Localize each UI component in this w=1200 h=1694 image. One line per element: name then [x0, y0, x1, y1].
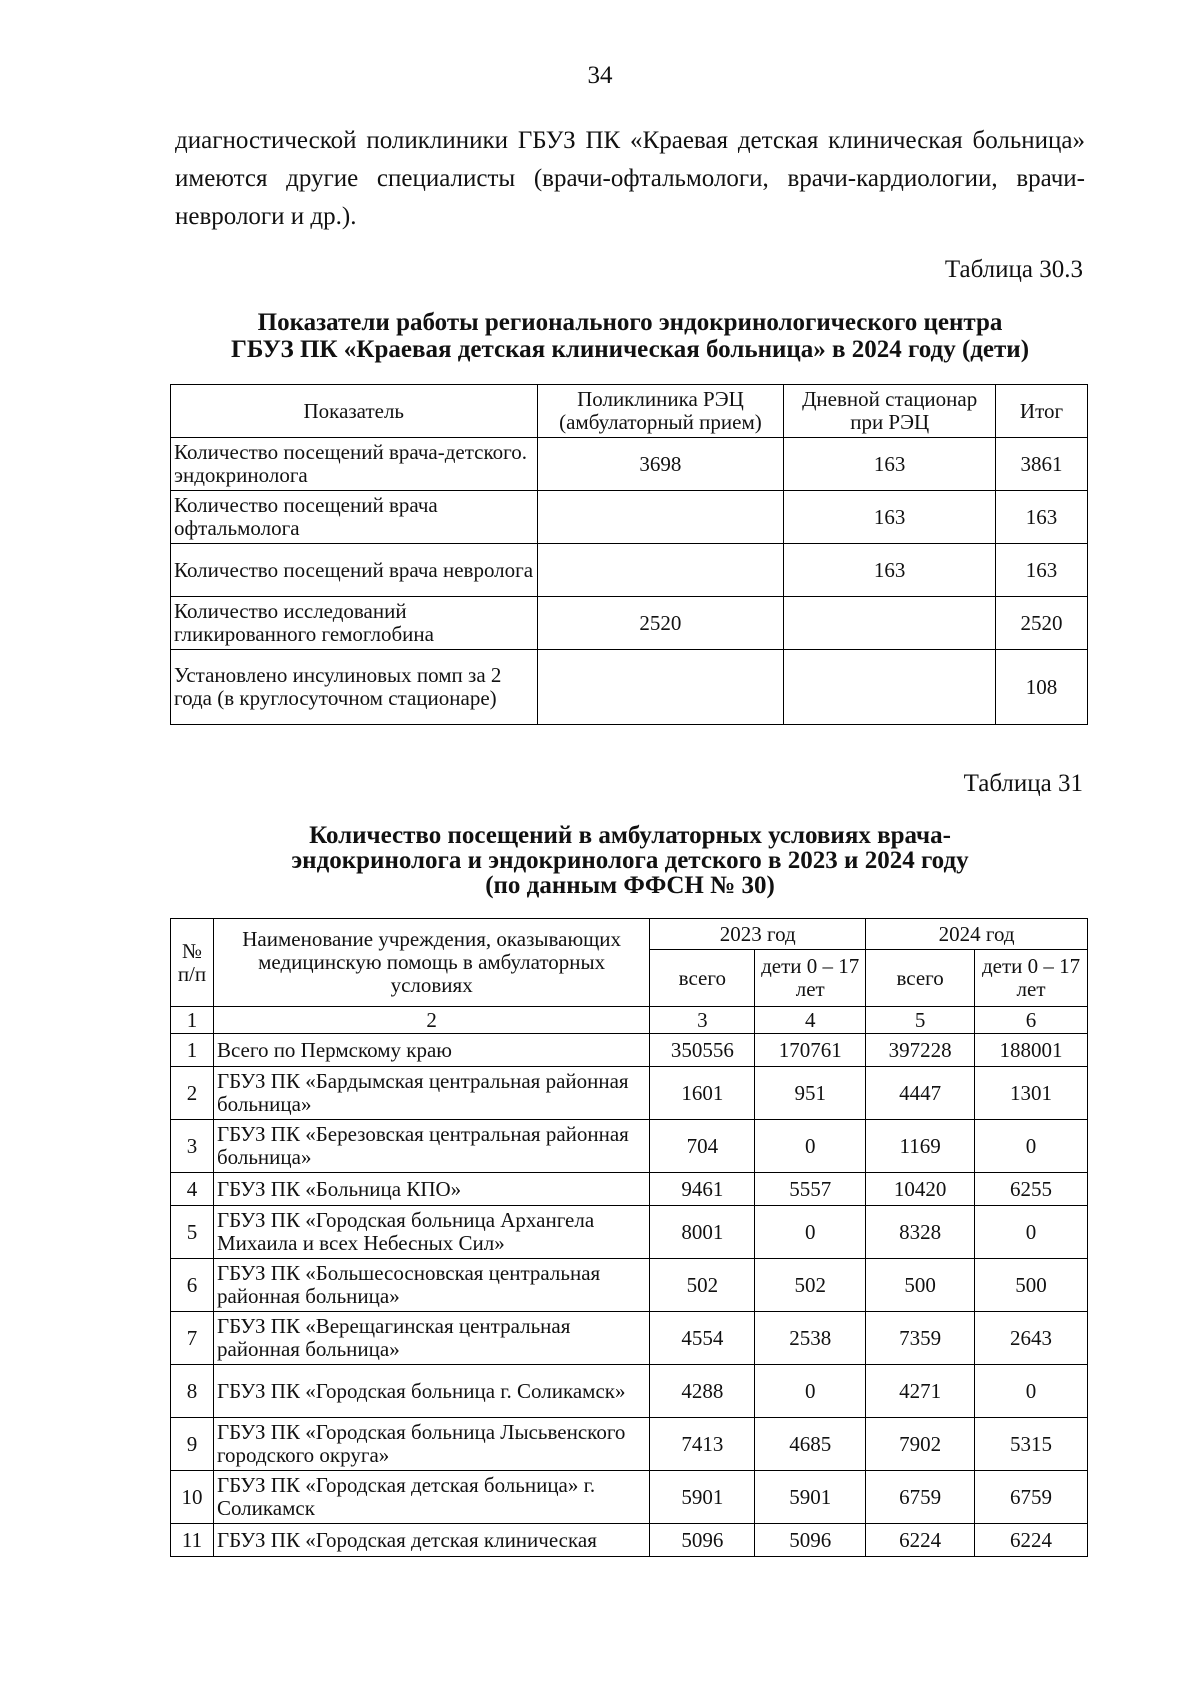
table-row: [171, 1418, 1088, 1471]
intro-paragraph: диагностической поликлиники ГБУЗ ПК «Краевая детская клиническая больница» имеются другие специалисты (врачи-офтальмологи, врачи-кардиологии, врачи-неврологи и др.).: [175, 127, 1085, 230]
children-2024-cell: 2643: [975, 1312, 1088, 1365]
children-2024-cell: 0: [975, 1120, 1088, 1173]
total-2024-cell: 10420: [866, 1173, 975, 1206]
table-31: [170, 918, 1088, 1557]
table-header-row: [171, 385, 1088, 438]
column-header: Итог: [996, 385, 1088, 438]
header-name: Наименование учреждения, оказывающих медицинскую помощь в амбулаторных условиях: [213, 919, 649, 1007]
table-row: [171, 491, 1088, 544]
page-number: 34: [587, 62, 613, 89]
children-2024-cell: 1301: [975, 1067, 1088, 1120]
total-2023-cell: 7413: [650, 1418, 755, 1471]
total-2023-cell: 350556: [650, 1034, 755, 1067]
total-2024-cell: 500: [866, 1259, 975, 1312]
column-index-cell: 2: [213, 1007, 649, 1034]
table-row: [171, 597, 1088, 650]
column-index-cell: 5: [866, 1007, 975, 1034]
table-row: [171, 1206, 1088, 1259]
header-total-2023: всего: [650, 950, 755, 1007]
row-number-cell: 4: [171, 1173, 214, 1206]
total-2024-cell: 8328: [866, 1206, 975, 1259]
total-value-cell: 163: [996, 544, 1088, 597]
row-number-cell: 8: [171, 1365, 214, 1418]
total-2024-cell: 6759: [866, 1471, 975, 1524]
total-2023-cell: 1601: [650, 1067, 755, 1120]
row-number-cell: 9: [171, 1418, 214, 1471]
header-total-2024: всего: [866, 950, 975, 1007]
institution-name-cell: ГБУЗ ПК «Верещагинская центральная районная больница»: [213, 1312, 649, 1365]
day-hospital-value-cell: 163: [784, 438, 996, 491]
indicator-cell: Количество посещений врача-детского. эндокринолога: [171, 438, 538, 491]
total-2023-cell: 704: [650, 1120, 755, 1173]
table-row: [171, 650, 1088, 725]
table-31-title-line2: эндокринолога и эндокринолога детского в 2023 и 2024 году: [291, 847, 969, 874]
institution-name-cell: ГБУЗ ПК «Бардымская центральная районная больница»: [213, 1067, 649, 1120]
children-2024-cell: 6224: [975, 1524, 1088, 1557]
children-2023-cell: 2538: [755, 1312, 866, 1365]
children-2024-cell: 188001: [975, 1034, 1088, 1067]
total-value-cell: 2520: [996, 597, 1088, 650]
children-2023-cell: 170761: [755, 1034, 866, 1067]
total-2023-cell: 502: [650, 1259, 755, 1312]
institution-name-cell: ГБУЗ ПК «Березовская центральная районная больница»: [213, 1120, 649, 1173]
total-value-cell: 3861: [996, 438, 1088, 491]
day-hospital-value-cell: [784, 597, 996, 650]
table-row: [171, 1365, 1088, 1418]
table-row: [171, 1259, 1088, 1312]
total-2024-cell: 4447: [866, 1067, 975, 1120]
institution-name-cell: Всего по Пермскому краю: [213, 1034, 649, 1067]
table-31-title-line1: Количество посещений в амбулаторных условиях врача-: [309, 822, 951, 849]
row-number-cell: 3: [171, 1120, 214, 1173]
table-30-3: [170, 384, 1088, 725]
indicator-cell: Количество посещений врача офтальмолога: [171, 491, 538, 544]
total-2023-cell: 5901: [650, 1471, 755, 1524]
column-header: Дневной стационар при РЭЦ: [784, 385, 996, 438]
children-2024-cell: 500: [975, 1259, 1088, 1312]
institution-name-cell: ГБУЗ ПК «Городская детская больница» г. Соликамск: [213, 1471, 649, 1524]
clinic-value-cell: [537, 650, 784, 725]
column-index-cell: 6: [975, 1007, 1088, 1034]
column-index-row: [171, 1007, 1088, 1034]
header-year-2023: 2023 год: [650, 919, 866, 950]
total-2023-cell: 4288: [650, 1365, 755, 1418]
table-30-3-title-line2: ГБУЗ ПК «Краевая детская клиническая больница» в 2024 году (дети): [230, 336, 1030, 363]
institution-name-cell: ГБУЗ ПК «Городская больница Архангела Михаила и всех Небесных Сил»: [213, 1206, 649, 1259]
row-number-cell: 5: [171, 1206, 214, 1259]
institution-name-cell: ГБУЗ ПК «Большесосновская центральная районная больница»: [213, 1259, 649, 1312]
children-2023-cell: 4685: [755, 1418, 866, 1471]
column-index-cell: 4: [755, 1007, 866, 1034]
day-hospital-value-cell: 163: [784, 544, 996, 597]
table-row: [171, 1067, 1088, 1120]
column-header: Поликлиника РЭЦ (амбулаторный прием): [537, 385, 784, 438]
row-number-cell: 11: [171, 1524, 214, 1557]
table-row: [171, 544, 1088, 597]
table-30-3-title-line1: Показатели работы регионального эндокринологического центра: [257, 309, 1003, 336]
row-number-cell: 7: [171, 1312, 214, 1365]
total-2024-cell: 397228: [866, 1034, 975, 1067]
children-2023-cell: 951: [755, 1067, 866, 1120]
children-2024-cell: 0: [975, 1365, 1088, 1418]
children-2024-cell: 6255: [975, 1173, 1088, 1206]
day-hospital-value-cell: [784, 650, 996, 725]
header-num: № п/п: [171, 919, 214, 1007]
clinic-value-cell: [537, 544, 784, 597]
table-header-row: [171, 919, 1088, 950]
table-30-3-label: Таблица 30.3: [944, 256, 1083, 283]
total-2024-cell: 7359: [866, 1312, 975, 1365]
institution-name-cell: ГБУЗ ПК «Городская больница Лысьвенского городского округа»: [213, 1418, 649, 1471]
table-row: [171, 1312, 1088, 1365]
children-2023-cell: 5557: [755, 1173, 866, 1206]
total-2023-cell: 9461: [650, 1173, 755, 1206]
table-row: [171, 1173, 1088, 1206]
clinic-value-cell: [537, 491, 784, 544]
children-2024-cell: 5315: [975, 1418, 1088, 1471]
table-row: [171, 1120, 1088, 1173]
day-hospital-value-cell: 163: [784, 491, 996, 544]
header-year-2024: 2024 год: [866, 919, 1088, 950]
institution-name-cell: ГБУЗ ПК «Больница КПО»: [213, 1173, 649, 1206]
children-2023-cell: 5901: [755, 1471, 866, 1524]
indicator-cell: Установлено инсулиновых помп за 2 года (в круглосуточном стационаре): [171, 650, 538, 725]
header-children-2024: дети 0 – 17 лет: [975, 950, 1088, 1007]
total-2024-cell: 6224: [866, 1524, 975, 1557]
row-number-cell: 2: [171, 1067, 214, 1120]
table-row: [171, 1034, 1088, 1067]
total-value-cell: 163: [996, 491, 1088, 544]
children-2024-cell: 6759: [975, 1471, 1088, 1524]
total-value-cell: 108: [996, 650, 1088, 725]
column-header: Показатель: [171, 385, 538, 438]
institution-name-cell: ГБУЗ ПК «Городская детская клиническая: [213, 1524, 649, 1557]
children-2023-cell: 0: [755, 1120, 866, 1173]
institution-name-cell: ГБУЗ ПК «Городская больница г. Соликамск»: [213, 1365, 649, 1418]
children-2024-cell: 0: [975, 1206, 1088, 1259]
children-2023-cell: 5096: [755, 1524, 866, 1557]
total-2023-cell: 8001: [650, 1206, 755, 1259]
table-row: [171, 1524, 1088, 1557]
row-number-cell: 6: [171, 1259, 214, 1312]
children-2023-cell: 0: [755, 1206, 866, 1259]
total-2024-cell: 4271: [866, 1365, 975, 1418]
total-2024-cell: 1169: [866, 1120, 975, 1173]
total-2023-cell: 4554: [650, 1312, 755, 1365]
row-number-cell: 1: [171, 1034, 214, 1067]
row-number-cell: 10: [171, 1471, 214, 1524]
table-31-label: Таблица 31: [963, 770, 1083, 797]
column-index-cell: 3: [650, 1007, 755, 1034]
header-children-2023: дети 0 – 17 лет: [755, 950, 866, 1007]
indicator-cell: Количество исследований гликированного гемоглобина: [171, 597, 538, 650]
table-row: [171, 438, 1088, 491]
total-2024-cell: 7902: [866, 1418, 975, 1471]
clinic-value-cell: 3698: [537, 438, 784, 491]
children-2023-cell: 502: [755, 1259, 866, 1312]
indicator-cell: Количество посещений врача невролога: [171, 544, 538, 597]
table-row: [171, 1471, 1088, 1524]
column-index-cell: 1: [171, 1007, 214, 1034]
children-2023-cell: 0: [755, 1365, 866, 1418]
clinic-value-cell: 2520: [537, 597, 784, 650]
table-31-title-line3: (по данным ФФСН № 30): [485, 872, 775, 899]
total-2023-cell: 5096: [650, 1524, 755, 1557]
